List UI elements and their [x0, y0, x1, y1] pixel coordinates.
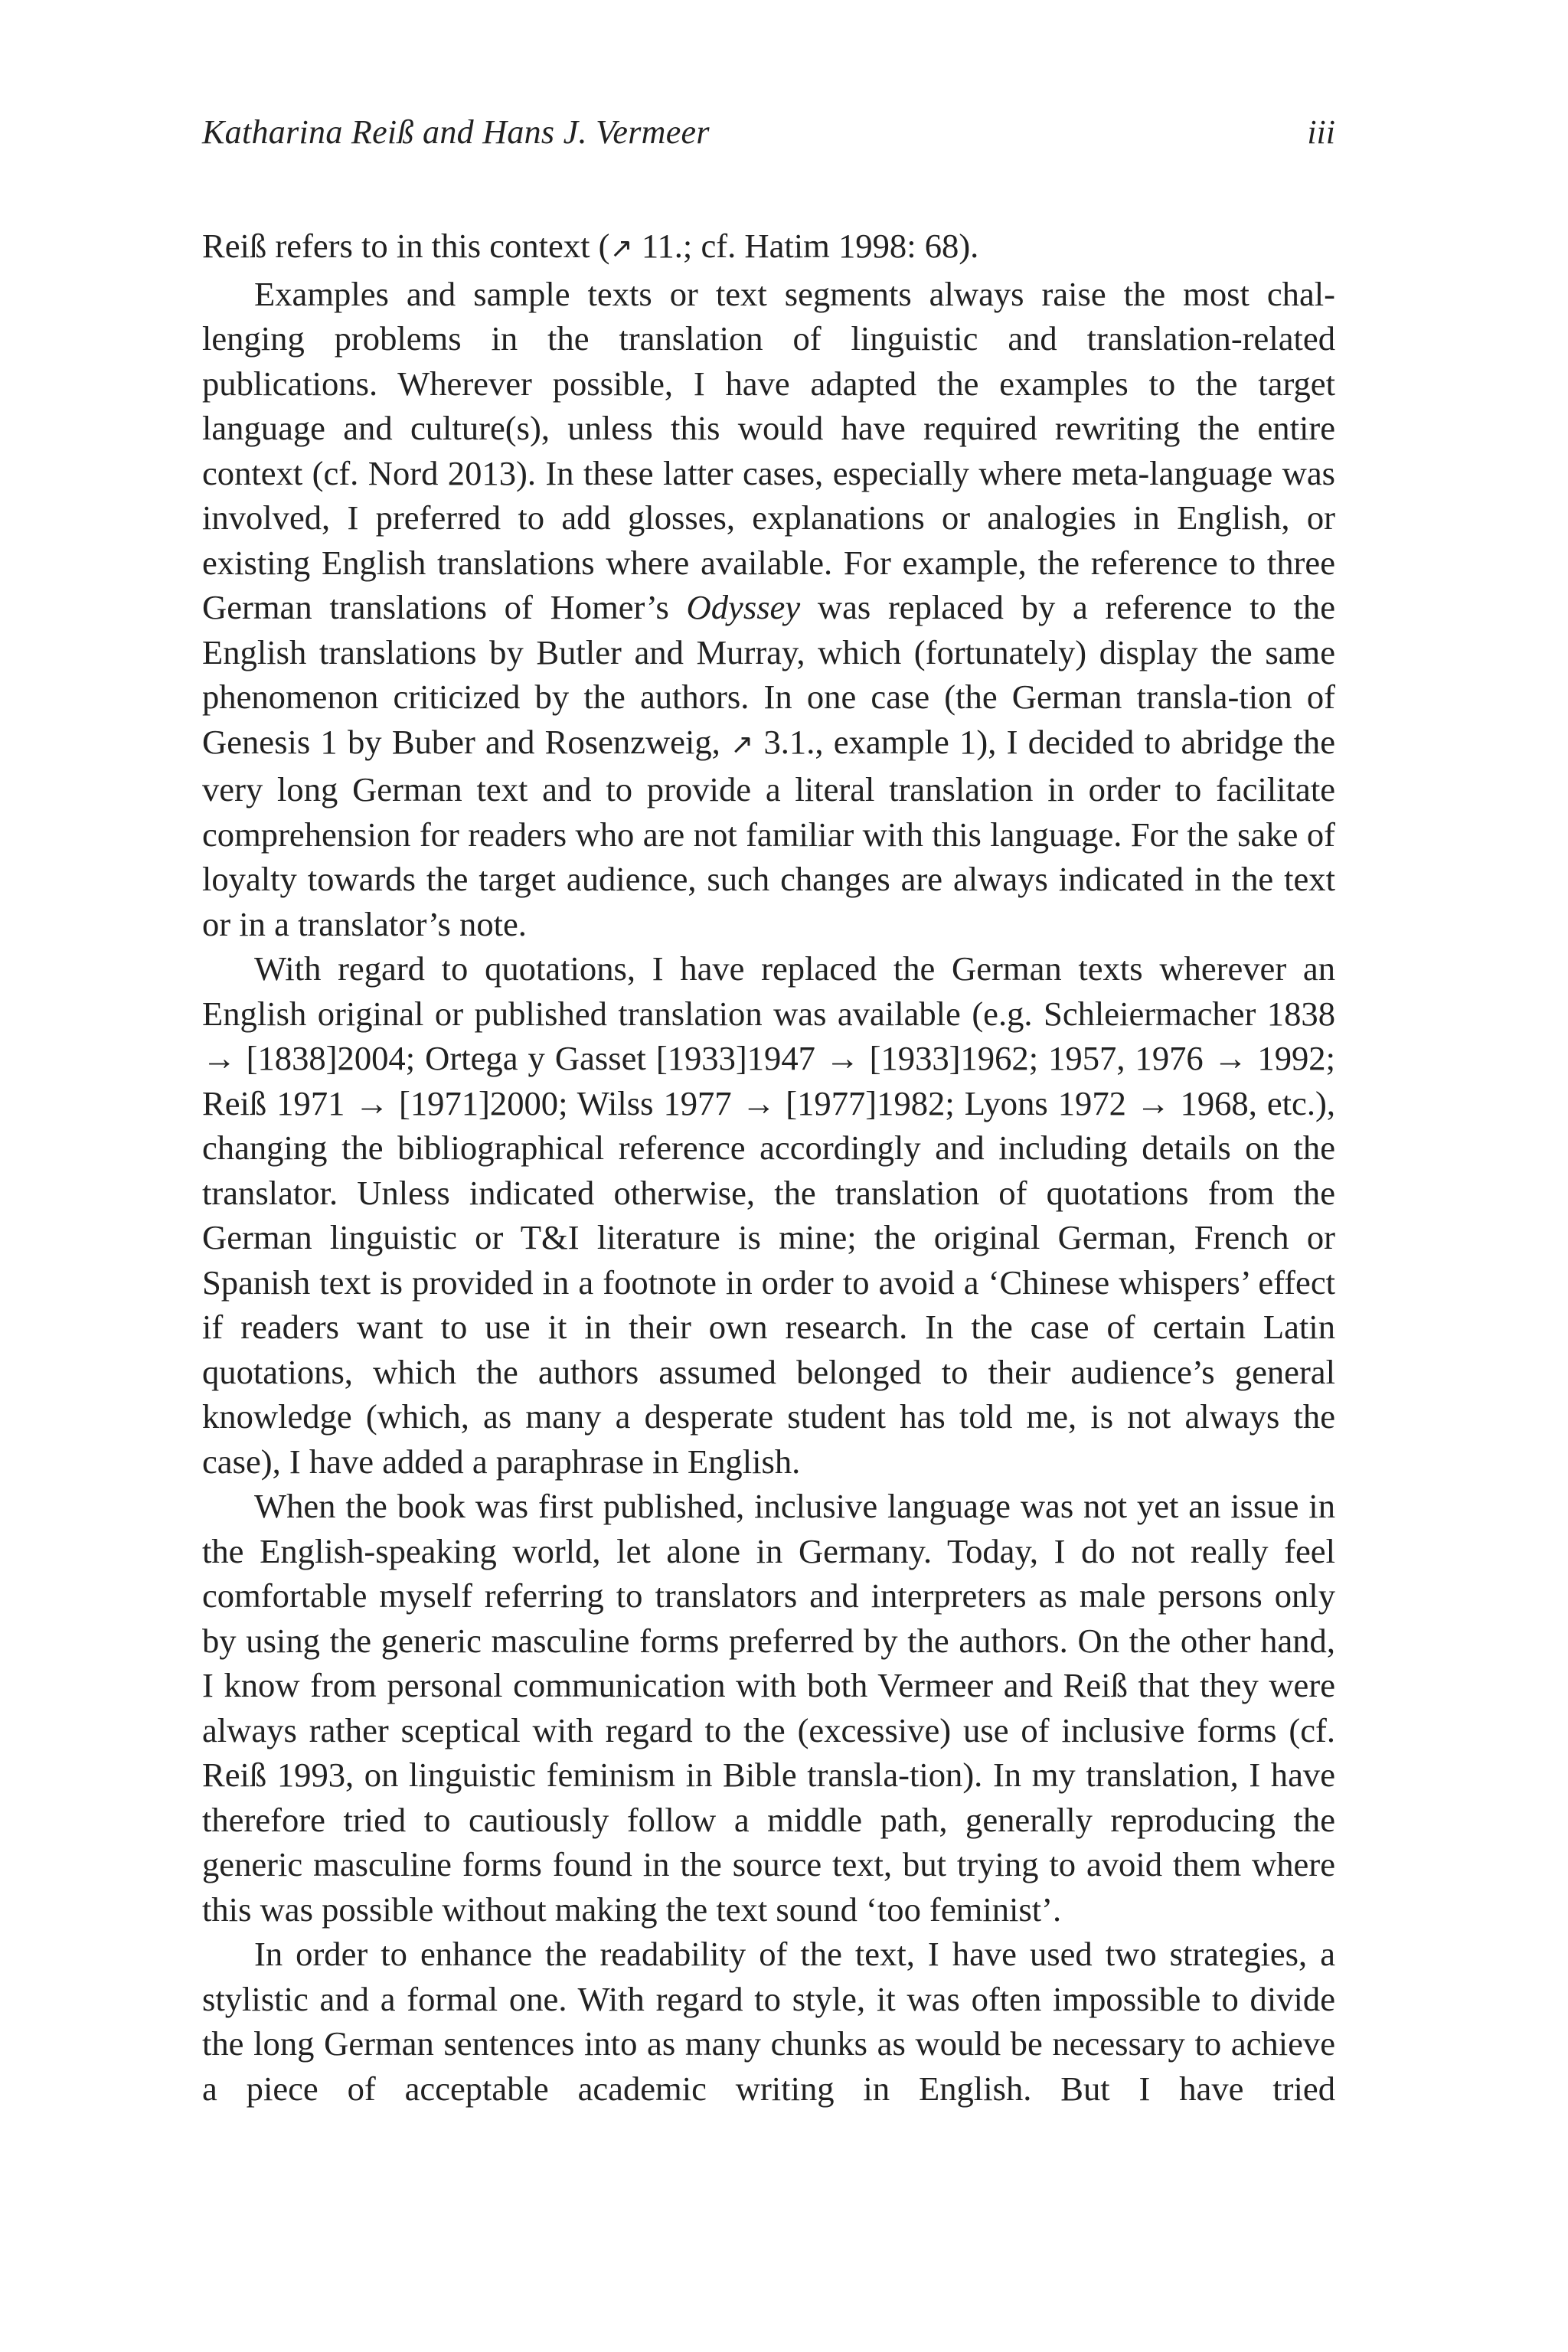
paragraph-inclusive-language: When the book was first published, inclusive language was not yet an issue in the English-speaking world, let alone in Germany. Today, I do not really feel comfortable myself referring to translators and interpreters as male persons only by using the generic masculine forms preferred by the authors. On the other hand, I know from personal communication with both Vermeer and Reiß that they were always rather sceptical with regard to the (excessive) use of inclusive forms (cf. Reiß 1993, on linguistic feminism in Bible transla-tion). In my translation, I have therefore tried to cautiously follow a middle path, generally reproducing the generic masculine forms found in the source text, but trying to avoid them where this was possible without making the text sound ‘too feminist’.: [202, 1487, 1335, 1929]
running-head-author: Katharina Reiß and Hans J. Vermeer: [202, 113, 710, 151]
cross-reference-arrow-icon: ↗: [609, 233, 633, 264]
paragraph-examples: [202, 272, 1335, 947]
text-run: Reiß refers to in this context (: [202, 227, 610, 265]
text-run: 3.1., example 1), I decided to abridge the very long German text and to provide a literal translation in order to facilitate comprehension for readers who are not familiar with this language. For the sake of loyalty towards the target audience, such changes are always indicated in the text or in a translator’s note.: [202, 722, 1335, 943]
paragraph-continuation: [202, 224, 1335, 272]
book-title-odyssey: Odyssey: [686, 588, 801, 626]
paragraph-readability: In order to enhance the readability of the text, I have used two strategies, a stylistic and a formal one. With regard to style, it was often impossible to divide the long German sentences into as many chunks as would be necessary to achieve a piece of acceptable academic writing in English. But I have tried: [202, 1935, 1335, 2108]
text-run: 11.; cf. Hatim 1998: 68).: [632, 227, 979, 265]
page-number: iii: [1307, 113, 1335, 151]
body-text: [202, 224, 1335, 2111]
paragraph-quotations: With regard to quotations, I have replaced the German texts wherever an English original or published translation was available (e.g. Schleiermacher 1838 → [1838]2004; Ortega y Gasset [1933]1947 → [1933]1962; 1957, 1976 → 1992; Reiß 1971 → [1971]2000; Wilss 1977 → [1977]1982; Lyons 1972 → 1968, etc.), changing the bibliographical reference accordingly and including details on the translator. Unless indicated otherwise, the translation of quotations from the German linguistic or T&I literature is mine; the original German, French or Spanish text is provided in a footnote in order to avoid a ‘Chinese whispers’ effect if readers want to use it in their own research. In the case of certain Latin quotations, which the authors assumed belonged to their audience’s general knowledge (which, as many a desperate student has told me, is not always the case), I have added a paraphrase in English.: [202, 949, 1335, 1481]
text-run: was replaced by a reference to the English translations by Butler and Murray, which (fortunately) display the same phenomenon criticized by the authors. In one case (the German transla-tion of Genesis 1 by Buber and Rosenzweig,: [202, 588, 1336, 761]
cross-reference-arrow-icon: ↗: [730, 728, 754, 760]
running-head: [202, 109, 1335, 155]
text-run: Examples and sample texts or text segments always raise the most chal-lenging problems in the translation of linguistic and translation-related publications. Wherever possible, I have adapted the examples to the target language and culture(s), unless this would have required rewriting the entire context (cf. Nord 2013). In these latter cases, especially where meta-language was involved, I preferred to add glosses, explanations or analogies in English, or existing English translations where available. For example, the reference to three German translations of Homer’s: [202, 274, 1335, 626]
